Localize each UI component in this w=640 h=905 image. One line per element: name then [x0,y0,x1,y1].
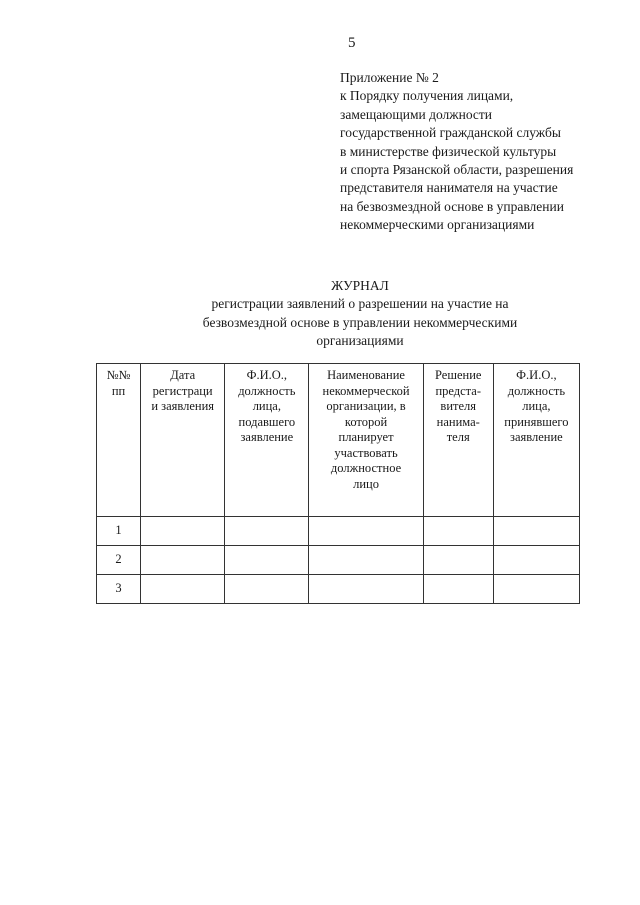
header-registration-date: Дата регистраци и заявления [141,364,225,517]
table-cell [493,517,579,546]
appendix-block [340,69,630,235]
journal-table [96,363,580,604]
header-applicant: Ф.И.О., должность лица, подавшего заявление [225,364,309,517]
journal-heading [150,277,570,351]
table-row [97,575,580,604]
table-cell: 2 [97,546,141,575]
table-cell [141,517,225,546]
table-cell [225,546,309,575]
table-cell [423,575,493,604]
table-row [97,517,580,546]
appendix-line: к Порядку получения лицами, [340,88,514,104]
table-header-row [97,364,580,517]
table-row [97,546,580,575]
table-cell [309,517,423,546]
table-cell [225,517,309,546]
header-organization: Наименование некоммерческой организации, в которой планирует участвовать должностное лицо [309,364,423,517]
appendix-line: замещающими должности [340,106,493,122]
header-number: №№ пп [97,364,141,517]
table-cell [493,546,579,575]
table-cell [141,575,225,604]
journal-subtitle-line: безвозмездной основе в управлении некоммерческими [202,314,518,330]
appendix-line: и спорта Рязанской области, разрешения [340,162,574,178]
table-cell [225,575,309,604]
appendix-line: некоммерческими организациями [340,217,535,233]
table-cell: 1 [97,517,141,546]
appendix-line: представителя нанимателя на участие [340,180,558,196]
page-number: 5 [348,35,356,51]
appendix-line: на безвозмездной основе в управлении [340,198,564,214]
journal-subtitle-line: регистрации заявлений о разрешении на участие на [211,296,509,312]
table-cell [141,546,225,575]
table-cell [309,546,423,575]
header-receiver: Ф.И.О., должность лица, принявшего заявление [493,364,579,517]
table-cell: 3 [97,575,141,604]
header-employer-decision: Решение предста- вителя нанима- теля [423,364,493,517]
table-cell [309,575,423,604]
table-cell [493,575,579,604]
appendix-line: в министерстве физической культуры [340,143,557,159]
appendix-line: Приложение № 2 [340,70,439,85]
table-cell [423,517,493,546]
journal-title: ЖУРНАЛ [331,278,389,293]
journal-subtitle-line: организациями [316,333,404,349]
appendix-line: государственной гражданской службы [340,125,561,141]
table-cell [423,546,493,575]
